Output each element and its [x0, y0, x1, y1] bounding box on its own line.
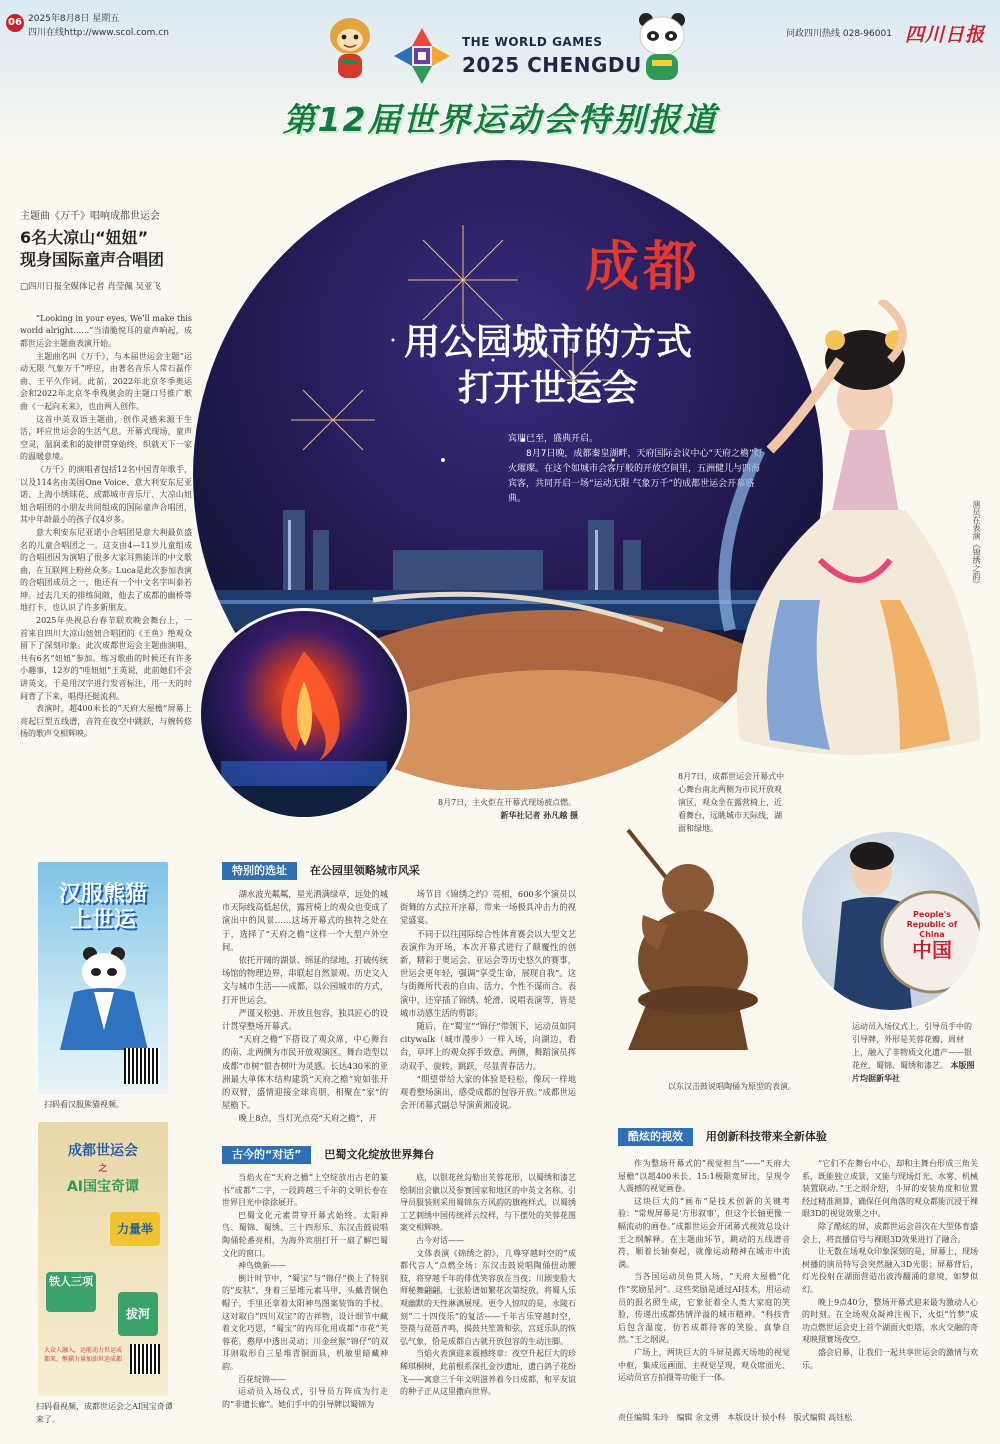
hero-subtitle-line2: 打开世运会: [457, 368, 638, 409]
left-headline-line2: 现身国际童声合唱团: [20, 249, 165, 269]
paragraph: 晚上8点，当灯光点亮“天府之檐”，开: [238, 1113, 377, 1124]
section3-header: [618, 1128, 827, 1146]
paragraph: 作为整场开幕式的“视觉担当”——“天府大屋檐”以超400米长、15:1极限宽屏比，呈现令人震撼的视觉画卷。: [618, 1159, 790, 1194]
photo-credit: 本版图片均据新华社: [852, 1061, 975, 1083]
world-games-line2: 2025 CHENGDU: [462, 53, 642, 78]
site-url[interactable]: 四川在线http://www.scol.com.cn: [28, 28, 169, 38]
section1-header: [222, 862, 420, 880]
paragraph: 当焰火在“天府之檐”上空绽放出古老的篆书“成都”二字，一段跨越三千年的文明长卷在世界目光中徐徐展开。: [222, 1173, 388, 1208]
paragraph: 依托开阔的湖景、绵延的绿地，打破传统场馆的物理边界，串联起自然景观、历史文人文与城市生活——成都，以公园城市的方式，打开世运会。: [222, 955, 388, 1005]
left-article-headline: [20, 227, 192, 271]
sign-text-cn: 中国: [912, 938, 952, 962]
world-games-logo-icon: [392, 26, 452, 86]
paragraph: 严谨又松弛、开放且包容，独具匠心的设计贯穿整场开幕式。: [222, 1007, 388, 1032]
page-number: 06: [6, 14, 24, 32]
paragraph: 巴蜀文化元素贯穿开幕式始终。太阳神鸟、蜀锦、蜀绣、三十四形乐、东汉击鼓说唱陶俑轮番亮相，为海外宾朋打开一扇了解巴蜀文化的窗口。: [222, 1210, 388, 1258]
paragraph: 晚上9点40分，整场开幕式迎来最为激动人心的时刻。在全场观众凝神注视下，火炬“竹梦”成功点燃世运会史上首个湖面火炬塔，水火交融的奇观映照赛场夜空。: [802, 1297, 978, 1345]
paragraph: 运动员入场仪式，引导员方阵成为行走的“非遗长廊”。她们手中的引导牌以蜀锦为: [222, 1387, 388, 1409]
paragraph: 古今对话——: [416, 1235, 464, 1245]
ai-tag-tugofwar: 拔河: [118, 1292, 158, 1336]
left-article: [20, 210, 192, 741]
editor-credits: 责任编辑 朱玲 编辑 余文勇 本版设计 侯小科 版式编辑 高钰松: [618, 1413, 853, 1422]
monkey-mascot-icon: [322, 12, 378, 86]
paragraph: 让无数在场观众印象深刻的是，屏幕上，现场树播的演员特写会突然融入3D光影；屏幕背后，灯光投射在湖面营造出波涛翻涌的意境，如梦似幻。: [802, 1247, 978, 1294]
venue-caption: 8月7日，成都世运会开幕式中心舞台南北两侧为市民开放观演区，观众坐在露营椅上，近看舞台，远眺城市天际线，湖面和绿地。: [678, 772, 785, 833]
ai-ad-title-2: 之: [98, 1164, 108, 1174]
paragraph: 场节目《锦绣之约》亮相，600多个演员以街舞的方式拉开序幕，带来一场极具冲击力的视觉盛宴。: [400, 889, 576, 926]
paragraph: 神鸟焕新——: [238, 1261, 286, 1271]
paragraph: 湖水波光粼粼，星光洒满绿草，远处的城市天际线高低起伏，露营椅上的观众也变成了演出中的风景……这场开幕式的独特之处在于，选择了“天府之檐”这样一个大型户外空间。: [222, 889, 388, 952]
paragraph: 意大利安东尼亚诺小合唱团是意大利最负盛名的儿童合唱团之一。这支由4—11岁儿童组成的合唱团因为演唱了很多大家耳熟能详的中文歌曲，在互联网上粉丝众多。Luca是此次参加表演的合唱团成员之一，他还有一个中文名字叫泰若坤。过去几天的排练间隙，他去了成都的幽桥等地打卡，也认识了许多新朋友。: [20, 527, 192, 613]
paragraph: 2025年央视总台春节联欢晚会舞台上，一首来自四川大凉山妞妞合唱团的《王鱼》绝观众留下了深刻印象。此次成都世运会主题曲演唱，共有6名“妞妞”参加。练习歌曲的时候还有许多小趣事，12岁的“哇妞妞”王英说，此前她们不会讲英文，于是用汉字进行发音标注，用一天的时间背了下来，唱得还挺流利。: [20, 616, 192, 701]
dancer-photo: [700, 300, 1000, 780]
ai-tag-power: 力量举: [110, 1212, 160, 1246]
section2-header: [222, 1146, 434, 1164]
section3-col1: [618, 1158, 790, 1385]
paragraph: 随后，在“蜀宝”“锦仔”带领下，运动员如同citywalk（城市漫步）一样入场，向湖边，看台，草坪上的观众挥手致意。两侧，舞蹈演员挥动双手，旋转，跳跃，尽显青春活力。: [400, 1021, 576, 1071]
hero-subtitle-line1: 用公园城市的方式: [403, 322, 692, 363]
torch-fire-photo: [198, 608, 410, 820]
ai-ad-title-3: AI国宝奇谭: [66, 1179, 140, 1195]
sign-bearer-caption: [852, 1020, 978, 1085]
paragraph: 《万千》的演唱者包括12名中国青年歌手，以及114名由美国One Voice、意大利安东尼亚诺、上海小绣球花、成都城市音乐厅、大凉山妞妞合唱团的小朋友共同组成的国际童声合唱团，其中年龄最小的孩子仅4岁多。: [20, 464, 192, 525]
ai-ad-title-1: 成都世运会: [68, 1143, 138, 1159]
drummer-figure-caption: 以东汉击鼓说唱陶俑为原型的表演。: [668, 1082, 796, 1091]
section1-col1: [222, 888, 388, 1126]
paragraph: “期望带给大家的体验是轻松，像玩一样地观看整场演出，感受成都的包容开放。”成都世运会开闭幕式副总导演黄湘凌说。: [400, 1073, 576, 1111]
panda-qr-code[interactable]: [124, 1048, 160, 1084]
fire-caption-text: 8月7日，主火炬在开幕式现场被点燃。: [438, 798, 577, 807]
paragraph: 倒计时节中，“蜀宝”与“锦仔”换上了特别的“皮肤”，身着三星堆元素马甲，头戴青铜色帽子，手里还拿着太阳神鸟图案装饰的手杖。这对取自“四川双宝”的吉祥物，设计细节中藏着文化巧思，“蜀宝”的内耳化用成都“市花”芙蓉花，憨厚中透出灵动；川金丝猴“锦仔”的双耳则取形自三星堆青铜面具，机敏里暗藏神韵。: [222, 1273, 388, 1371]
ai-ad-title: [38, 1142, 168, 1196]
ai-qr-code[interactable]: [130, 1344, 160, 1374]
hero-title: 成都: [585, 235, 701, 298]
section1-col2: [400, 888, 576, 1112]
panda-ad-title-1: 汉服熊猫: [58, 882, 147, 907]
paragraph: 当焰火表演迎来震撼终章：夜空升起巨大的珍稀琪桐树，此前根系深扎金沙遗址，遗白鸽子花纷飞——寓意三千年文明滋养着今日成都，和平友谊的种子正从这里撒向世界。: [400, 1349, 576, 1397]
fire-caption: [438, 796, 578, 822]
ai-treasure-ad[interactable]: [38, 1122, 168, 1396]
paragraph: “它们不在舞台中心，却和主舞台形成三角关系，既能独立成景，又能与现场灯光、水雾、机械装置联动。”王之纲介绍，斗屏的安装角度和位置经过精准测算，确保任何角落的观众都能沉浸于裸眼3D的视觉效果之中。: [802, 1159, 978, 1219]
left-article-kicker: 主题曲《万千》唱响成都世运会: [20, 211, 160, 222]
section3-title: 用创新科技带来全新体验: [705, 1130, 827, 1143]
paragraph: 底，以银花丝勾勒出芙蓉花形，以蜀绣和漆艺绘制出会徽以及参赛国家和地区的中英文名称。引导员服装则采用蜀锦东方风韵的旗袍样式，以蜀绣工艺刺绣中国传统祥云纹样，与下摆处的芙蓉花图案交相辉映。: [400, 1173, 576, 1233]
panda-ad-title: [38, 882, 168, 934]
panda-ad-caption: 扫码看汉服熊猫视频。: [44, 1100, 124, 1109]
paragraph: 盛会启幕，让我们一起共享世运会的激情与欢乐。: [802, 1347, 978, 1370]
hero-lede: 宾朋已至，盛典开启。 8月7日晚，成都秦皇湖畔，天府国际会议中心“天府之檐”灯火璀璨。在这个如城市会客厅般的开放空间里，五洲健儿与四海宾客，共同开启一场“运动无限 气象万千”的成都世运会开幕盛典。: [508, 434, 763, 504]
masthead-logo: 四川日报: [905, 24, 986, 46]
paragraph: 百花绽锦——: [238, 1374, 286, 1384]
paragraph: 当各国运动员鱼贯入场，“天府大屋檐”化作“奖励星河”。这些奖励是通过AI技术，用运动员的报名照生成，它象征着全人类大家庭的笑脸，传递出成都热情洋溢的城市精神。“科技背后包含温度，仿若成都待客的笑脸，真挚自然。”王之纲说。: [618, 1272, 790, 1345]
world-games-wordmark: [462, 34, 642, 80]
dancer-caption: 演员在表演《锦绣之韵》: [972, 500, 981, 588]
sign-text-en: People's Republic of China: [906, 910, 958, 939]
ai-ad-small-text: 大众人融入，运能动力世运成都来，熊猫力量加油世运成都: [44, 1347, 123, 1363]
panda-hanfu-icon: [38, 940, 168, 1060]
paragraph: 文体表演《锦绣之韵》，几尊穿越时空的“成都代言人”点燃全场：东汉击鼓说唱陶俑扭动腰肢，将穿越千年的俳优笑容放在当夜；川剧变脸大师秘舞翩翩，七张脸谱如繁花次第绽放，将蜀人乐观幽默的天性淋漓展现。更令人惊叹的是，永陵石刻“二十四伎乐”的复活——千年古乐穿越时空，箜篌与琵琶齐鸣，揭鼓共笙箫和弦，宫廷乐队的恢弘气象，恰是成都自古就开放包容的生动注脚。: [400, 1248, 576, 1346]
drummer-figure-photo: [598, 820, 778, 1060]
paragraph: 这块巨大的“画布”是技术创新的关键考验：“常规屏幕是‘方形叙事’，但这个长轴更像一幅流动的画卷。”成都世运会开闭幕式视效总设计王之纲解释。在主题曲环节，跳动的五线谱音符，顺着长轴奏起，就像运动精神在城市中流淌。: [618, 1196, 790, 1269]
ai-tag-triathlon: 铁人三项: [46, 1272, 96, 1312]
header-info: [28, 12, 169, 40]
section2-title: 巴蜀文化绽放世界舞台: [324, 1148, 435, 1161]
paragraph: 不同于以往国际综合性体育赛会以大型文艺表演作为开场，本次开幕式进行了颠覆性的创新，精彩于奥运会、亚运会等历史悠久的赛事，世运会更年轻，强调“享受生命，展现自我”。这与街舞所代表的自由、活力、个性不谋而合。表演中，还穿插了锦绣、轮滑、说唱表演等，皆是城市动感生活的剪影。: [400, 928, 576, 1018]
panda-ad-title-2: 上世运: [69, 908, 136, 933]
paragraph: 广场上，两块巨大的斗屏是露天场地的视觉中枢，集成远画面、主视觉呈现，观众席面光、运动员官方拍摄等功能于一体。: [618, 1347, 790, 1383]
ai-ad-caption: 扫码看视频，成都世运会之AI国宝奇谭来了。: [36, 1402, 173, 1424]
left-article-body: [20, 313, 192, 741]
section3-col2: [802, 1158, 978, 1372]
section2-col2: [400, 1172, 576, 1399]
paragraph: 这首中英双语主题曲，创作灵感来源于生活，呼应世运会的生活气息。开幕式现场，童声空灵，温润柔和的旋律贯穿始终，织就天下一家的温暖意境。: [20, 414, 192, 462]
paragraph: “天府之檐”下搭设了观众席，中心舞台的南、北两侧为市民开放观演区。舞台造型以成都“市树”银杏树叶为灵感。长达430米的亚洲最大单体木结构建筑“天府之檐”宛如张开的双臂，盛情迎接全球宾朋，相聚在“家”的屋檐下。: [222, 1034, 388, 1111]
paragraph: 表演时，超400米长的“天府大屋檐”屏幕上亮起巨型五线谱，音符在夜空中跳跃，与婉转悠扬的歌声交相辉映。: [20, 704, 192, 739]
left-article-byline: □四川日报全媒体记者 肖莹佩 吴亚飞: [20, 281, 161, 292]
paragraph: 除了酷炫的屏，成都世运会首次在大型体育盛会上，将直播信号与裸眼3D效果进行了融合。: [802, 1221, 978, 1244]
panda-hanfu-ad[interactable]: [38, 862, 168, 1094]
fire-credit: 新华社记者 孙凡越 摄: [500, 811, 578, 820]
section1-title: 在公园里领略城市风采: [309, 864, 420, 877]
section2-tag: 古今的“对话”: [222, 1146, 311, 1164]
world-games-line1: THE WORLD GAMES: [462, 35, 603, 49]
sign-bearer-caption-text: 运动员入场仪式上，引导员手中的引导牌，外形是芙蓉花瓣，周材上，融入了非物质文化遗产——银花丝、蜀锦、蜀绣和漆艺。: [852, 1022, 972, 1070]
special-report-banner: 第12届世界运动会特别报道: [282, 100, 718, 139]
sign-bearer-photo: [802, 832, 980, 1010]
hotline: 问政四川热线 028-96001: [786, 29, 892, 39]
section1-tag: 特别的选址: [222, 862, 297, 880]
paragraph: “Looking in your eyes, We’ll make this world alright……”当清脆悦耳的童声响起，成都世运会主题曲表演开始。: [20, 313, 192, 348]
section3-tag: 酷炫的视效: [618, 1128, 693, 1146]
issue-date: 2025年8月8日 星期五: [28, 14, 120, 24]
left-headline-line1: 6名大凉山“妞妞”: [20, 227, 149, 247]
section2-col1: [222, 1172, 388, 1411]
paragraph: 主题曲名叫《万千》，与本届世运会主题“运动无限 气象万千”呼应，由著名音乐人常石磊作曲、王平久作词。此前，2022年北京冬季奥运会和2022年北京冬季残奥会的主题口号推广歌曲《一起向未来》，也由两人创作。: [20, 351, 192, 411]
hero-subtitle: [358, 320, 738, 412]
